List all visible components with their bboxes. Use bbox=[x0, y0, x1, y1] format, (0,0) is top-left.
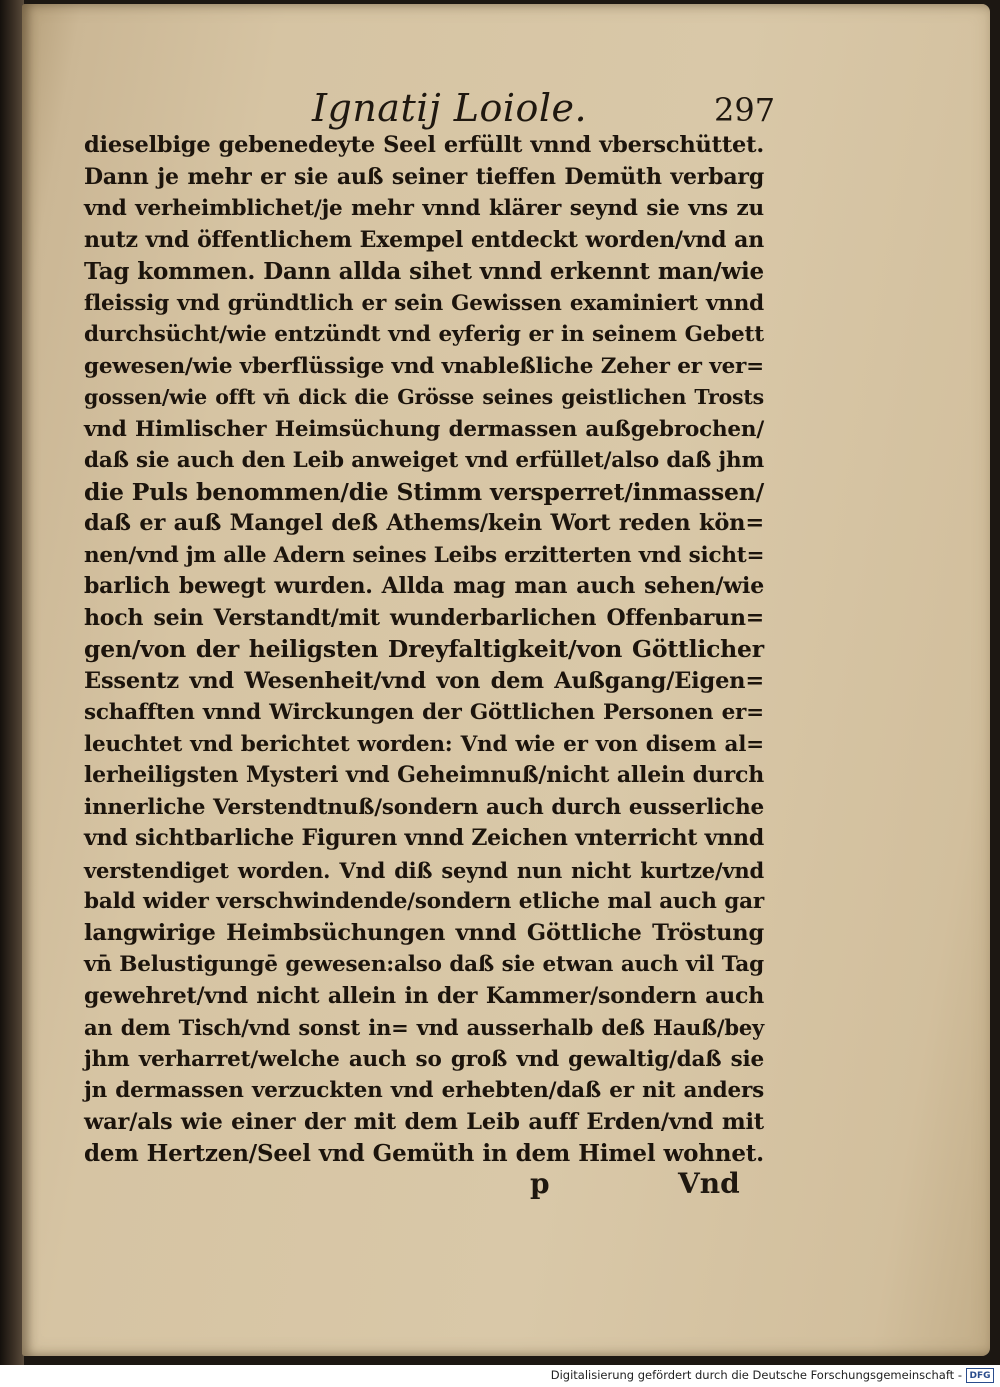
text-line: hoch sein Verstandt/mit wunderbarlichen Offenbarun= bbox=[84, 604, 764, 631]
text-line: war/als wie einer der mit dem Leib auff Erden/vnd mit bbox=[84, 1108, 764, 1135]
text-line: daß er auß Mangel deß Athems/kein Wort reden kön= bbox=[84, 510, 764, 536]
page-number: 297 bbox=[714, 91, 776, 129]
text-line: Essentz vnd Wesenheit/vnd von dem Außgang/Eigen= bbox=[84, 667, 764, 694]
book-page bbox=[22, 4, 990, 1356]
text-line: gewesen/wie vberflüssige vnd vnableßliche Zeher er ver= bbox=[84, 353, 764, 379]
text-line: jn dermassen verzuckten vnd erhebten/daß er nit anders bbox=[84, 1078, 764, 1103]
dfg-logo-icon: DFG bbox=[966, 1368, 994, 1383]
text-line: langwirige Heimbsüchungen vnnd Göttliche Tröstung bbox=[84, 919, 764, 946]
text-line: vnd verheimblichet/je mehr vnnd klärer seynd sie vns zu bbox=[84, 196, 764, 221]
book-spine-edge bbox=[0, 0, 24, 1365]
text-line: lerheiligsten Mysteri vnd Geheimnuß/nicht allein durch bbox=[84, 762, 764, 788]
text-line: durchsücht/wie entzündt vnd eyferig er in seinem Gebett bbox=[84, 322, 764, 347]
text-line: vn̄ Belustigungē gewesen:also daß sie etwan auch vil Tag bbox=[84, 952, 764, 977]
text-line: gewehret/vnd nicht allein in der Kammer/sondern auch bbox=[84, 982, 764, 1009]
text-line: Dann je mehr er sie auß seiner tieffen Demüth verbarg bbox=[84, 163, 764, 190]
text-line: vnd Himlischer Heimsüchung dermassen außgebrochen/ bbox=[84, 416, 764, 442]
text-line: nen/vnd jm alle Adern seines Leibs erzitterten vnd sicht= bbox=[84, 542, 765, 568]
text-line: bald wider verschwindende/sondern etliche mal auch gar bbox=[84, 889, 764, 914]
text-line: dem Hertzen/Seel vnd Gemüth in dem Himel wohnet. bbox=[84, 1140, 764, 1167]
page-header bbox=[22, 82, 990, 134]
text-line: barlich bewegt wurden. Allda mag man auch sehen/wie bbox=[84, 573, 764, 599]
running-head: Ignatij Loiole. bbox=[312, 86, 588, 130]
text-line: jhm verharret/welche auch so groß vnd gewaltig/daß sie bbox=[84, 1046, 764, 1072]
attribution-bar bbox=[0, 1365, 1000, 1387]
body-text bbox=[84, 130, 764, 1170]
text-line: vnd sichtbarliche Figuren vnnd Zeichen vnterricht vnnd bbox=[84, 825, 765, 851]
text-line: schafften vnnd Wirckungen der Göttlichen Personen er= bbox=[84, 700, 764, 725]
text-line: innerliche Verstendtnuß/sondern auch durch eusserliche bbox=[84, 794, 764, 820]
text-line: dieselbige gebenedeyte Seel erfüllt vnnd vberschüttet. bbox=[84, 132, 764, 158]
page-footer bbox=[22, 1162, 990, 1206]
signature-mark: p bbox=[530, 1167, 550, 1200]
text-line: an dem Tisch/vnd sonst in= vnd ausserhalb deß Hauß/bey bbox=[84, 1015, 764, 1040]
attribution-text: Digitalisierung gefördert durch die Deutsche Forschungsgemeinschaft - bbox=[550, 1368, 962, 1382]
text-line: fleissig vnd gründtlich er sein Gewissen examiniert vnnd bbox=[84, 290, 764, 316]
text-line: Tag kommen. Dann allda sihet vnnd erkennt man/wie bbox=[84, 258, 764, 285]
text-line: leuchtet vnd berichtet worden: Vnd wie er von disem al= bbox=[84, 731, 764, 757]
text-line: die Puls benommen/die Stimm versperret/inmassen/ bbox=[84, 477, 764, 506]
catchword: Vnd bbox=[678, 1167, 740, 1200]
text-line: gen/von der heiligsten Dreyfaltigkeit/von Göttlicher bbox=[84, 635, 764, 663]
text-line: gossen/wie offt vn̄ dick die Grösse seines geistlichen Trosts bbox=[84, 385, 764, 409]
text-line: daß sie auch den Leib anweiget vnd erfüllet/also daß jhm bbox=[84, 448, 764, 473]
text-line: nutz vnd öffentlichem Exempel entdeckt worden/vnd an bbox=[84, 226, 764, 253]
text-line: verstendiget worden. Vnd diß seynd nun nicht kurtze/vnd bbox=[84, 857, 764, 883]
